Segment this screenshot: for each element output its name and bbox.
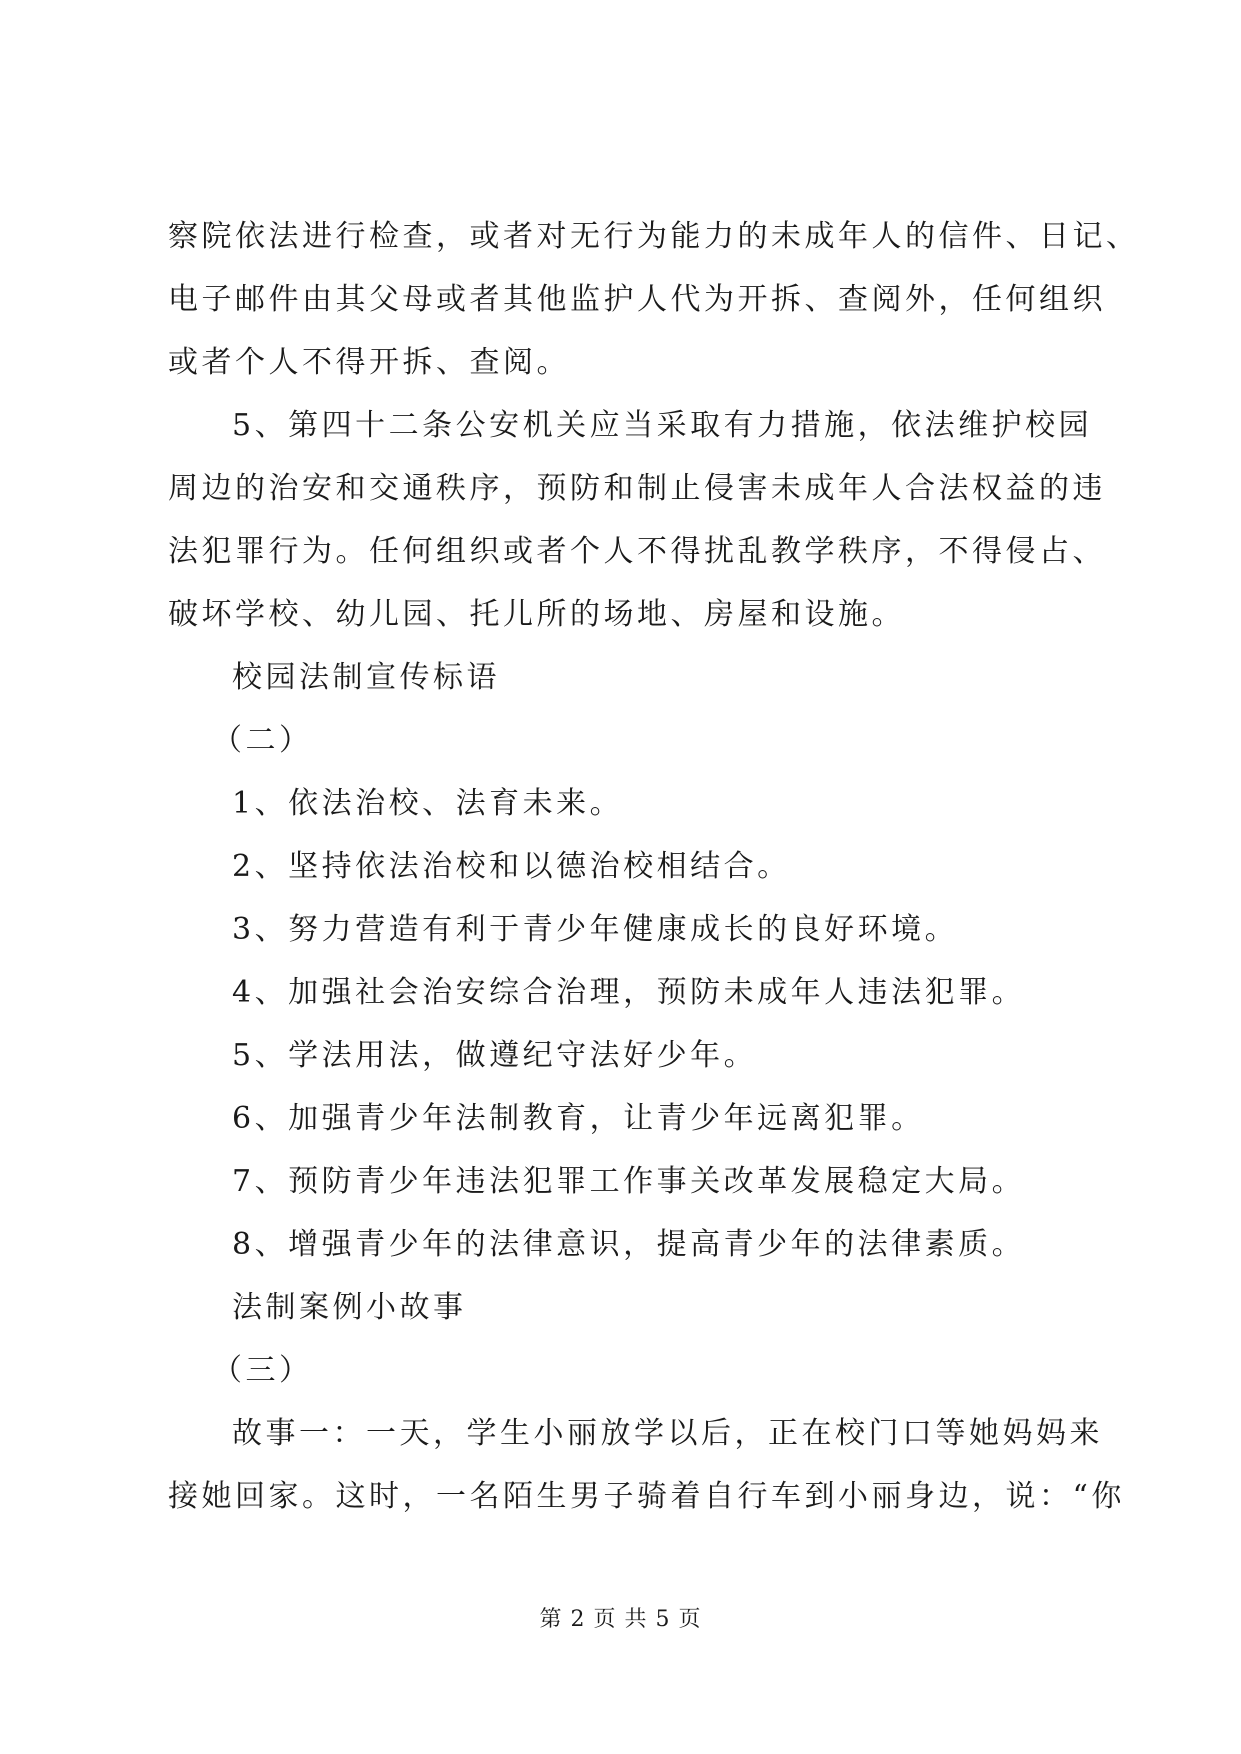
slogan-item: 1、依法治校、法育未来。 (232, 786, 624, 821)
section-heading: 校园法制宣传标语 (232, 660, 500, 695)
paragraph-line: 或者个人不得开拆、查阅。 (168, 345, 570, 380)
story-line: 故事一：一天，学生小丽放学以后，正在校门口等她妈妈来 (232, 1416, 1103, 1451)
slogan-item: 4、加强社会治安综合治理，预防未成年人违法犯罪。 (232, 975, 1026, 1010)
slogan-item: 3、努力营造有利于青少年健康成长的良好环境。 (232, 912, 959, 947)
section-number: （三） (212, 1353, 313, 1388)
slogan-item: 5、学法用法，做遵纪守法好少年。 (232, 1038, 758, 1073)
item5-line: 破坏学校、幼儿园、托儿所的场地、房屋和设施。 (168, 597, 905, 632)
paragraph-line: 电子邮件由其父母或者其他监护人代为开拆、查阅外，任何组织 (168, 282, 1106, 317)
paragraph-line: 察院依法进行检查，或者对无行为能力的未成年人的信件、日记、 (168, 219, 1140, 254)
item5-line: 周边的治安和交通秩序，预防和制止侵害未成年人合法权益的违 (168, 471, 1106, 506)
section-heading: 法制案例小故事 (232, 1290, 467, 1325)
page-footer: 第 2 页 共 5 页 (539, 1607, 702, 1632)
item5-line: 法犯罪行为。任何组织或者个人不得扰乱教学秩序，不得侵占、 (168, 534, 1106, 569)
item5-line: 5、第四十二条公安机关应当采取有力措施，依法维护校园 (232, 408, 1093, 443)
slogan-item: 6、加强青少年法制教育，让青少年远离犯罪。 (232, 1101, 925, 1136)
story-line: 接她回家。这时，一名陌生男子骑着自行车到小丽身边，说：“你 (168, 1479, 1125, 1514)
document-body (168, 205, 1140, 1528)
slogan-item: 8、增强青少年的法律意识，提高青少年的法律素质。 (232, 1227, 1026, 1262)
slogan-item: 2、坚持依法治校和以德治校相结合。 (232, 849, 791, 884)
slogan-item: 7、预防青少年违法犯罪工作事关改革发展稳定大局。 (232, 1164, 1026, 1199)
section-number: （二） (212, 723, 313, 758)
